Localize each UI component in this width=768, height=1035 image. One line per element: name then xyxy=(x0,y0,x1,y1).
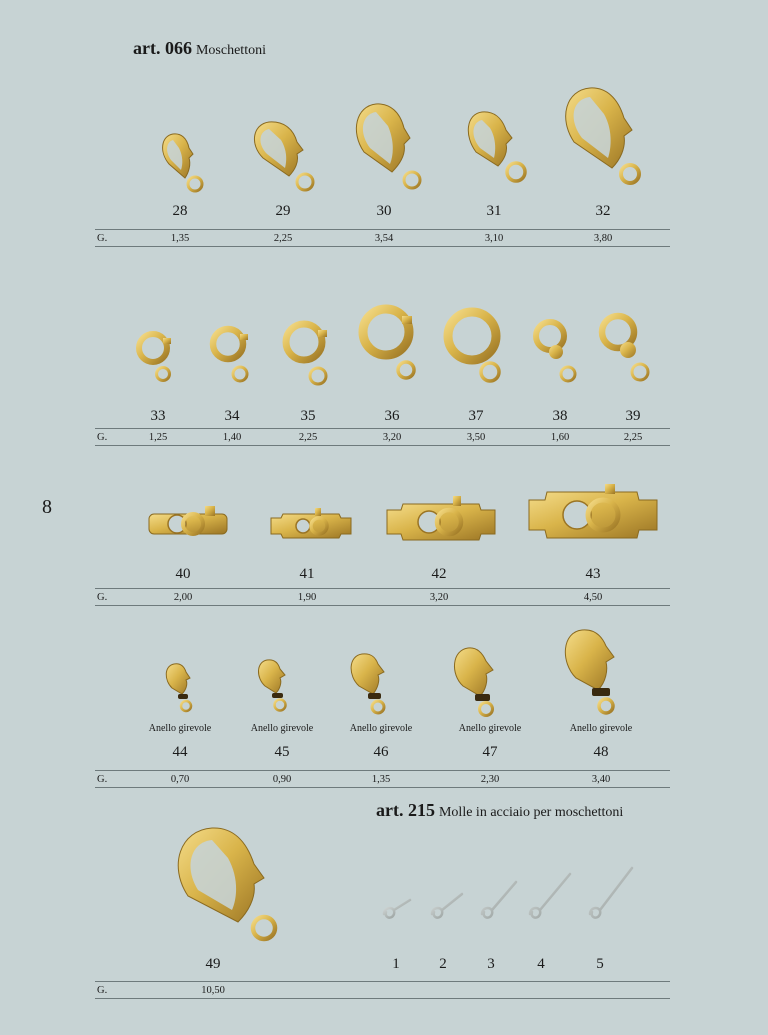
spring-number-2: 2 xyxy=(439,956,447,972)
article-066-code: art. 066 xyxy=(133,38,192,58)
row-3-top-rule xyxy=(95,588,670,589)
item-number-47: 47 xyxy=(482,744,498,760)
item-note-45: Anello girevole xyxy=(250,723,314,734)
clasp-44-image xyxy=(160,660,200,714)
item-weight-41: 1,90 xyxy=(297,592,317,603)
clasp-34-image xyxy=(206,324,258,388)
item-number-43: 43 xyxy=(585,566,601,582)
row-1-bottom-rule xyxy=(95,246,670,247)
item-weight-38: 1,60 xyxy=(550,432,570,443)
item-number-49: 49 xyxy=(205,956,221,972)
item-weight-40: 2,00 xyxy=(173,592,193,603)
item-number-39: 39 xyxy=(625,408,641,424)
clasp-43-image xyxy=(525,484,661,546)
row-4-top-rule xyxy=(95,770,670,771)
item-number-28: 28 xyxy=(172,203,188,219)
clasp-46-image xyxy=(344,650,396,716)
row-5-bottom-rule xyxy=(95,998,670,999)
row-5-weight-label: G. xyxy=(97,985,108,996)
item-weight-33: 1,25 xyxy=(148,432,168,443)
item-weight-42: 3,20 xyxy=(429,592,449,603)
item-number-34: 34 xyxy=(224,408,240,424)
clasp-28-image xyxy=(155,128,211,200)
item-weight-49: 10,50 xyxy=(201,985,225,996)
row-4-weight-label: G. xyxy=(97,774,108,785)
clasp-47-image xyxy=(446,644,508,718)
clasp-40-image xyxy=(143,500,233,546)
row-3-bottom-rule xyxy=(95,605,670,606)
item-number-36: 36 xyxy=(384,408,400,424)
item-number-45: 45 xyxy=(274,744,290,760)
spring-5-image xyxy=(586,864,638,924)
item-weight-29: 2,25 xyxy=(273,233,293,244)
item-weight-46: 1,35 xyxy=(371,774,391,785)
item-number-40: 40 xyxy=(175,566,191,582)
article-215-name: Molle in acciaio per moschettoni xyxy=(438,805,624,820)
clasp-32-image xyxy=(556,84,650,194)
clasp-41-image xyxy=(267,506,355,546)
row-4-bottom-rule xyxy=(95,787,670,788)
item-weight-45: 0,90 xyxy=(272,774,292,785)
item-number-38: 38 xyxy=(552,408,568,424)
item-number-30: 30 xyxy=(376,203,392,219)
clasp-31-image xyxy=(462,108,530,190)
article-215-code: art. 215 xyxy=(376,800,435,820)
item-number-33: 33 xyxy=(150,408,166,424)
item-weight-28: 1,35 xyxy=(170,233,190,244)
item-weight-32: 3,80 xyxy=(593,233,613,244)
item-number-44: 44 xyxy=(172,744,188,760)
spring-1-image xyxy=(380,896,414,924)
item-number-46: 46 xyxy=(373,744,389,760)
item-note-47: Anello girevole xyxy=(458,723,522,734)
item-note-48: Anello girevole xyxy=(569,723,633,734)
clasp-48-image xyxy=(556,626,630,716)
item-weight-39: 2,25 xyxy=(623,432,643,443)
article-066-name: Moschettoni xyxy=(195,43,266,58)
row-1-weight-label: G. xyxy=(97,233,108,244)
item-number-41: 41 xyxy=(299,566,315,582)
item-weight-36: 3,20 xyxy=(382,432,402,443)
item-number-29: 29 xyxy=(275,203,291,219)
item-weight-34: 1,40 xyxy=(222,432,242,443)
clasp-38-image xyxy=(530,318,584,388)
clasp-45-image xyxy=(252,656,296,714)
clasp-35-image xyxy=(280,318,338,390)
item-weight-35: 2,25 xyxy=(298,432,318,443)
row-5-top-rule xyxy=(95,981,670,982)
row-3-weight-label: G. xyxy=(97,592,108,603)
page-number: 8 xyxy=(42,496,52,518)
item-number-31: 31 xyxy=(486,203,502,219)
clasp-30-image xyxy=(350,100,430,196)
spring-number-3: 3 xyxy=(487,956,495,972)
item-note-44: Anello girevole xyxy=(148,723,212,734)
item-number-32: 32 xyxy=(595,203,611,219)
spring-2-image xyxy=(428,890,468,924)
item-number-37: 37 xyxy=(468,408,484,424)
item-weight-44: 0,70 xyxy=(170,774,190,785)
item-weight-43: 4,50 xyxy=(583,592,603,603)
spring-number-1: 1 xyxy=(392,956,400,972)
row-2-weight-label: G. xyxy=(97,432,108,443)
spring-3-image xyxy=(478,878,522,924)
clasp-37-image xyxy=(440,304,510,390)
clasp-42-image xyxy=(383,494,499,550)
item-number-35: 35 xyxy=(300,408,316,424)
item-weight-37: 3,50 xyxy=(466,432,486,443)
item-weight-47: 2,30 xyxy=(480,774,500,785)
spring-number-4: 4 xyxy=(537,956,545,972)
row-2-bottom-rule xyxy=(95,445,670,446)
row-2-top-rule xyxy=(95,428,670,429)
clasp-33-image xyxy=(133,328,181,388)
item-number-42: 42 xyxy=(431,566,447,582)
article-215-heading xyxy=(376,800,623,821)
spring-number-5: 5 xyxy=(596,956,604,972)
clasp-36-image xyxy=(356,302,426,388)
spring-4-image xyxy=(526,870,576,924)
row-1-top-rule xyxy=(95,229,670,230)
article-066-heading xyxy=(133,38,266,59)
item-note-46: Anello girevole xyxy=(349,723,413,734)
item-weight-48: 3,40 xyxy=(591,774,611,785)
item-weight-30: 3,54 xyxy=(374,233,394,244)
clasp-39-image xyxy=(596,310,658,386)
clasp-49-image xyxy=(168,822,286,944)
item-weight-31: 3,10 xyxy=(484,233,504,244)
clasp-29-image xyxy=(247,118,321,198)
item-number-48: 48 xyxy=(593,744,609,760)
